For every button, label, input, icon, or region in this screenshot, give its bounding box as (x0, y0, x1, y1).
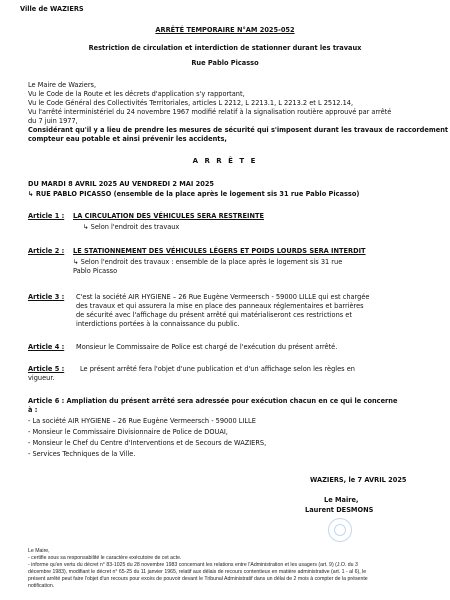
article-2-detail (73, 258, 422, 266)
arrow-icon: ↳ (73, 258, 79, 266)
footer-notice-4: notification. (28, 583, 55, 589)
arrete-heading: A R R Ê T E (192, 157, 258, 165)
town-name: Ville de WAZIERS (20, 5, 84, 13)
arrow-icon: ↳ (28, 190, 34, 198)
article-1-detail-text: Selon l'endroit des travaux (90, 223, 180, 231)
article-3-line-1: C'est la société AIR HYGIENE – 26 Rue Eugène Vermeersch - 59000 LILLE qui est chargée (76, 293, 370, 301)
arrow-icon: ↳ (83, 223, 89, 231)
preamble-code-route: Vu le Code de la Route et les décrets d'application s'y rapportant, (28, 90, 245, 98)
list-item: - La société AIR HYGIENE – 26 Rue Eugène Vermeersch - 59000 LILLE (28, 417, 256, 425)
preamble-arrete-1967: Vu l'arrêté interministériel du 24 novembre 1967 modifié relatif à la signalisation routière approuvé par arrêté (28, 108, 392, 116)
article-6-line-1: Article 6 : Ampliation du présent arrêté sera adressée pour exécution chacun en ce qui le concerne (28, 397, 398, 405)
article-2-label: Article 2 : (28, 247, 65, 255)
decree-subject: Restriction de circulation et interdiction de stationner durant les travaux (88, 44, 362, 52)
preamble-cgct: Vu le Code Général des Collectivités Territoriales, articles L 2212, L 2213.1, L 2213.2 et L 2512.14, (28, 99, 354, 107)
article-1-detail (83, 223, 179, 231)
article-6-line-2: à : (28, 406, 38, 414)
article-4-text: Monsieur le Commissaire de Police est chargé de l'exécution du présent arrêté. (76, 343, 338, 351)
article-2-detail-text-1: Selon l'endroit des travaux : ensemble de la place après le logement sis 31 rue (80, 258, 343, 266)
preamble-mayor: Le Maire de Waziers, (28, 81, 97, 89)
preamble-arrete-1977: du 7 juin 1977, (28, 117, 78, 125)
footer-notice-1: - informe qu'en vertu du décret n° 83-1025 du 28 novembre 1983 concernant les relations entre l'Administration et les usagers (art. 9) (J.O. du 3 (28, 562, 358, 568)
decree-title: ARRÊTÉ TEMPORAIRE N°AM 2025-052 (155, 26, 295, 34)
article-3-label: Article 3 : (28, 293, 65, 301)
article-3-line-3: de sécurité avec l'affichage du présent arrêté qui matérialiseront ces restrictions et (76, 311, 352, 319)
preamble-considerant-2: compteur eau potable et ainsi prévenir les accidents, (28, 135, 227, 143)
footer-notice-3: présent arrêté peut faire l'objet d'un recours pour excès de pouvoir devant le Tribunal Administratif dans un délai de 2 mois à compter de la présente (28, 576, 368, 582)
article-5-label: Article 5 : (28, 365, 65, 373)
list-item: - Monsieur le Chef du Centre d'Interventions et de Secours de WAZIERS, (28, 439, 267, 447)
article-1-title: LA CIRCULATION DES VÉHICULES SERA RESTREINTE (73, 212, 264, 220)
article-2-title: LE STATIONNEMENT DES VÉHICULES LÉGERS ET POIDS LOURDS SERA INTERDIT (73, 247, 366, 255)
article-5-line-1: Le présent arrêté fera l'objet d'une publication et d'un affichage selon les règles en (80, 365, 355, 373)
article-3-line-2: des travaux et qui assurera la mise en place des panneaux réglementaires et barrières (76, 302, 364, 310)
period-dates: DU MARDI 8 AVRIL 2025 AU VENDREDI 2 MAI 2025 (28, 180, 215, 188)
signature-role: Le Maire, (324, 496, 359, 504)
article-2-detail-text-2: Pablo Picasso (73, 267, 118, 275)
footer-certify: - certifie sous sa responsabilité le caractère exécutoire de cet acte. (28, 555, 182, 561)
preamble-considerant-1: Considérant qu'il y a lieu de prendre les mesures de sécurité qui s'imposent durant les travaux de raccordement (28, 126, 449, 134)
list-item: - Services Techniques de la Ville. (28, 450, 136, 458)
article-4-label: Article 4 : (28, 343, 65, 351)
footer-mayor: Le Maire, (28, 548, 50, 554)
article-1-label: Article 1 : (28, 212, 65, 220)
seal-stamp-icon (328, 518, 352, 542)
signature-name: Laurent DESMONS (305, 506, 374, 514)
period-place-text: RUE PABLO PICASSO (ensemble de la place après le logement sis 31 rue Pablo Picasso) (35, 190, 360, 198)
decree-street: Rue Pablo Picasso (191, 59, 259, 67)
footer-notice-2: décembre 1983), modifiant le décret n° 65-25 du 11 janvier 1965, relatif aux délais de recours contentieux en matière administrative (art. 1 - al 6), le (28, 569, 367, 575)
signature-place-date: WAZIERS, le 7 AVRIL 2025 (310, 476, 407, 484)
list-item: - Monsieur le Commissaire Divisionnaire de Police de DOUAI, (28, 428, 228, 436)
article-5-line-2: vigueur. (28, 374, 55, 382)
article-3-line-4: interdictions portées à la connaissance du public. (76, 320, 240, 328)
period-place (28, 190, 359, 198)
